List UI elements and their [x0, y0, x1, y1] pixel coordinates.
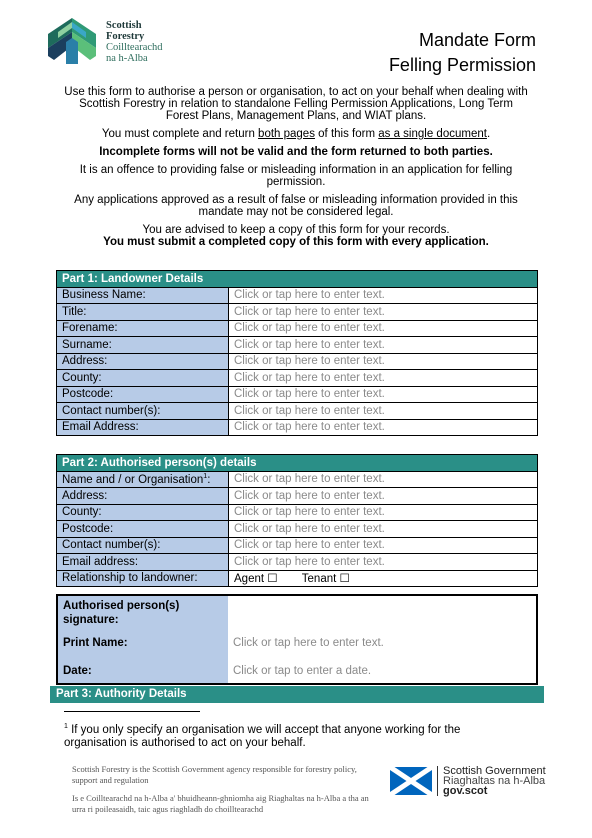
intro-p2-underline-1: both pages [258, 128, 315, 140]
email-field[interactable]: Click or tap here to enter text. [229, 419, 538, 436]
field-label: County: [57, 504, 229, 521]
field-label: Contact number(s): [57, 403, 229, 420]
field-label: Email address: [57, 554, 229, 571]
footnote [64, 720, 504, 750]
footnote-text: If you only specify an organisation we will accept that anyone working for the organisation is authorised to act on your behalf. [64, 723, 461, 749]
part1-heading: Part 1: Landowner Details [57, 271, 538, 288]
footnote-mark: 1 [64, 723, 68, 730]
table-row [57, 287, 538, 304]
intro-p2 [64, 128, 528, 140]
field-label: Address: [57, 353, 229, 370]
name-org-label: Name and / or Organisation [62, 473, 204, 486]
agent-label: Agent [234, 573, 265, 586]
auth-name-field[interactable]: Click or tap here to enter text. [229, 471, 538, 488]
part1-landowner-table [56, 270, 538, 436]
signature-label-1: Authorised person(s) [63, 600, 180, 612]
forename-field[interactable]: Click or tap here to enter text. [229, 320, 538, 337]
field-label: Address: [57, 488, 229, 505]
table-row [57, 304, 538, 321]
intro-p2-underline-2: as a single document [378, 128, 487, 140]
intro-p6: You are advised to keep a copy of this form for your records. [142, 224, 450, 236]
auth-county-field[interactable]: Click or tap here to enter text. [229, 504, 538, 521]
auth-address-field[interactable]: Click or tap here to enter text. [229, 488, 538, 505]
date-label: Date: [63, 665, 92, 677]
table-row [57, 320, 538, 337]
footnote-marker: 1 [203, 472, 208, 480]
page-title [389, 28, 536, 78]
part2-authorised-table [56, 454, 538, 587]
field-label: Postcode: [57, 386, 229, 403]
intro-p4: It is an offence to providing false or misleading information in an application for felling permission. [79, 164, 513, 188]
intro-p2-b: of this form [314, 128, 379, 140]
org-name-gd-1: Coilltearachd [106, 42, 163, 53]
table-row [57, 403, 538, 420]
contact-number-field[interactable]: Click or tap here to enter text. [229, 403, 538, 420]
address-field[interactable]: Click or tap here to enter text. [229, 353, 538, 370]
gov-name-en: Scottish Government [443, 765, 546, 777]
footer-en: Scottish Forestry is the Scottish Government agency responsible for forestry policy, support and regulation [72, 764, 357, 785]
field-label: Postcode: [57, 521, 229, 538]
org-name-gd-2: na h-Alba [106, 53, 148, 64]
gov-url: gov.scot [443, 785, 488, 797]
print-name-label: Print Name: [63, 637, 128, 649]
part2-heading: Part 2: Authorised person(s) details [57, 455, 538, 472]
field-label: Forename: [57, 320, 229, 337]
org-name-en-2: Forestry [106, 31, 145, 42]
footnote-divider [64, 711, 200, 712]
intro-p5: Any applications approved as a result of false or misleading information provided in this mandate may not be considered legal. [74, 194, 518, 218]
surname-field[interactable]: Click or tap here to enter text. [229, 337, 538, 354]
signature-label-2: signature: [63, 614, 119, 626]
org-name-en-1: Scottish [106, 20, 142, 31]
tenant-checkbox[interactable]: ☐ [339, 573, 350, 586]
auth-email-field[interactable]: Click or tap here to enter text. [229, 554, 538, 571]
intro-p7: You must submit a completed copy of this form with every application. [103, 236, 489, 248]
relationship-options [229, 570, 538, 587]
table-row [57, 471, 538, 488]
field-label: Surname: [57, 337, 229, 354]
table-row [57, 504, 538, 521]
intro-p2-c: . [486, 128, 491, 140]
auth-postcode-field[interactable]: Click or tap here to enter text. [229, 521, 538, 538]
tenant-label: Tenant [301, 573, 337, 586]
table-row [57, 353, 538, 370]
table-row [57, 337, 538, 354]
intro-p3: Incomplete forms will not be valid and the form returned to both parties. [99, 146, 493, 158]
table-row [57, 370, 538, 387]
table-row [57, 521, 538, 538]
print-name-field[interactable]: Click or tap here to enter text. [233, 637, 384, 649]
table-row [57, 419, 538, 436]
field-label: Title: [57, 304, 229, 321]
title-line-1: Mandate Form [418, 30, 536, 50]
county-field[interactable]: Click or tap here to enter text. [229, 370, 538, 387]
title-line-2: Felling Permission [388, 55, 536, 75]
table-row [57, 570, 538, 587]
field-label: Contact number(s): [57, 537, 229, 554]
business-name-field[interactable]: Click or tap here to enter text. [229, 287, 538, 304]
intro-p2-a: You must complete and return [101, 128, 259, 140]
field-label [57, 471, 229, 488]
logo-wordmark [106, 20, 163, 64]
footer-divider [437, 766, 438, 796]
footer-gd: Is e Coilltearachd na h-Alba a' bhuidheann-ghnìomha aig Riaghaltas na h-Alba a tha an urra ri poileasaidh, taic agus riaghladh do choilltearachd [72, 793, 369, 814]
intro-p1: Use this form to authorise a person or organisation, to act on your behalf when dealing with Scottish Forestry in relation to standalone Felling Permission Applications, Long Term Forest Plans, Management Plans, and WIAT plans. [64, 86, 528, 122]
name-org-label-colon: : [207, 473, 211, 486]
field-label: Relationship to landowner: [57, 570, 229, 587]
footer-agency-text [72, 764, 372, 822]
agent-checkbox[interactable]: ☐ [267, 573, 278, 586]
signature-field[interactable] [233, 600, 533, 630]
table-row [57, 554, 538, 571]
saltire-flag-icon [390, 767, 432, 795]
gov-name-gd: Riaghaltas na h-Alba [443, 775, 546, 787]
field-label: Business Name: [57, 287, 229, 304]
part3-heading: Part 3: Authority Details [50, 686, 544, 703]
scottish-forestry-logo-icon [44, 14, 100, 64]
field-label: Email Address: [57, 419, 229, 436]
scottish-government-wordmark [443, 766, 546, 796]
auth-contact-field[interactable]: Click or tap here to enter text. [229, 537, 538, 554]
table-row [57, 537, 538, 554]
date-field[interactable]: Click or tap to enter a date. [233, 665, 372, 677]
postcode-field[interactable]: Click or tap here to enter text. [229, 386, 538, 403]
table-row [57, 386, 538, 403]
field-label: County: [57, 370, 229, 387]
table-row [57, 488, 538, 505]
signature-block [56, 594, 538, 685]
title-field[interactable]: Click or tap here to enter text. [229, 304, 538, 321]
intro-text [64, 86, 528, 254]
